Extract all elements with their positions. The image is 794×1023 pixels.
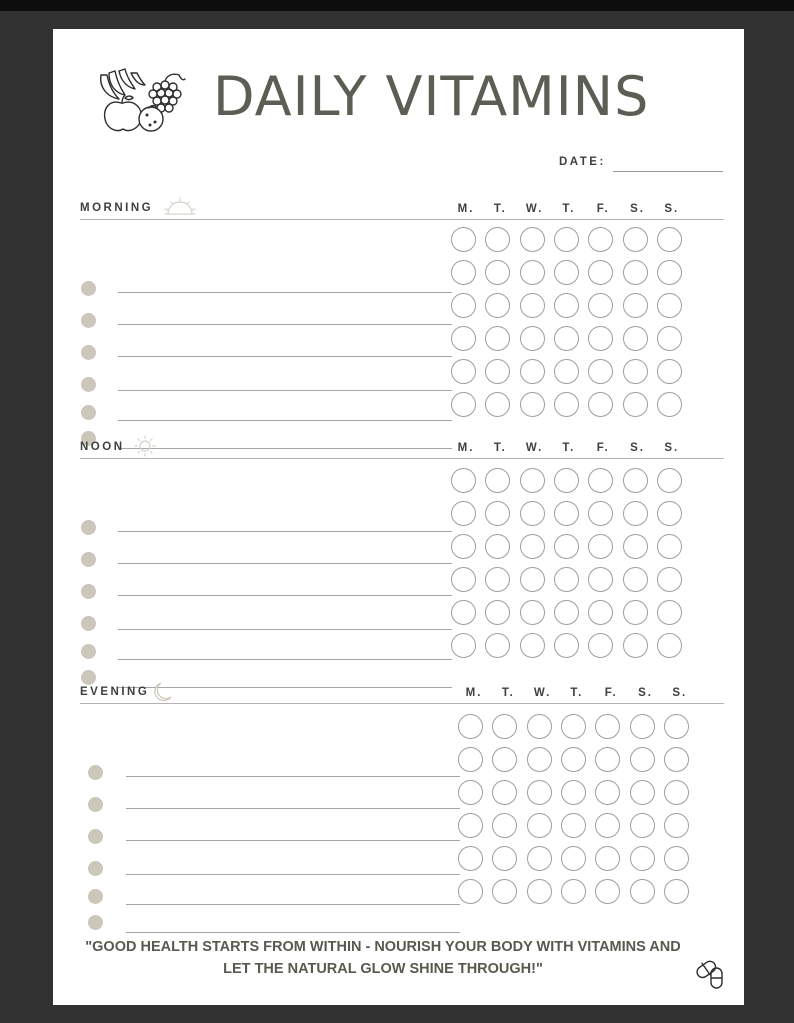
check-circle[interactable]: [451, 534, 476, 559]
vitamin-name-line[interactable]: [118, 356, 452, 357]
row-bullet: [81, 405, 96, 420]
vitamin-name-line[interactable]: [118, 531, 452, 532]
check-circle[interactable]: [657, 326, 682, 351]
row-bullet: [88, 797, 103, 812]
row-bullet: [88, 829, 103, 844]
pill-capsule-icon: [693, 956, 729, 992]
check-circle[interactable]: [664, 780, 689, 805]
check-circle[interactable]: [451, 567, 476, 592]
section-divider: [80, 219, 724, 220]
check-circle[interactable]: [657, 567, 682, 592]
day-header: T.: [562, 442, 576, 454]
row-bullet: [81, 616, 96, 631]
planner-page: [53, 29, 744, 1005]
check-circle[interactable]: [561, 780, 586, 805]
check-circle[interactable]: [623, 633, 648, 658]
check-circle[interactable]: [554, 468, 579, 493]
check-circle[interactable]: [657, 501, 682, 526]
check-circle[interactable]: [561, 846, 586, 871]
section-label: NOON: [80, 441, 125, 453]
check-circle[interactable]: [657, 468, 682, 493]
row-bullet: [81, 584, 96, 599]
day-header: F.: [596, 442, 610, 454]
vitamin-name-line[interactable]: [118, 563, 452, 564]
day-header: S.: [664, 203, 680, 215]
vitamin-name-line[interactable]: [126, 808, 460, 809]
check-circle[interactable]: [664, 879, 689, 904]
check-circle[interactable]: [664, 747, 689, 772]
check-circle[interactable]: [657, 359, 682, 384]
vitamin-name-line[interactable]: [126, 904, 460, 905]
check-circle[interactable]: [520, 359, 545, 384]
section-label: MORNING: [80, 202, 154, 214]
check-circle[interactable]: [527, 813, 552, 838]
vitamin-name-line[interactable]: [126, 840, 460, 841]
check-circle[interactable]: [630, 846, 655, 871]
day-header: S.: [672, 687, 688, 699]
quote-line-2: LET THE NATURAL GLOW SHINE THROUGH!": [223, 961, 543, 977]
section-divider: [80, 458, 724, 459]
check-circle[interactable]: [554, 567, 579, 592]
check-circle[interactable]: [451, 326, 476, 351]
day-header: F.: [596, 203, 610, 215]
check-circle[interactable]: [520, 326, 545, 351]
row-bullet: [81, 644, 96, 659]
check-circle[interactable]: [554, 326, 579, 351]
check-circle[interactable]: [520, 600, 545, 625]
check-circle[interactable]: [520, 534, 545, 559]
check-circle[interactable]: [458, 714, 483, 739]
row-bullet: [81, 552, 96, 567]
check-circle[interactable]: [520, 501, 545, 526]
check-circle[interactable]: [561, 714, 586, 739]
check-circle[interactable]: [527, 879, 552, 904]
row-bullet: [81, 313, 96, 328]
check-circle[interactable]: [561, 879, 586, 904]
vitamin-name-line[interactable]: [126, 932, 460, 933]
check-circle[interactable]: [520, 633, 545, 658]
vitamin-name-line[interactable]: [118, 595, 452, 596]
check-circle[interactable]: [520, 293, 545, 318]
day-header: M.: [457, 203, 475, 215]
day-header: T.: [493, 203, 507, 215]
check-circle[interactable]: [451, 392, 476, 417]
top-bar: [0, 0, 794, 11]
day-header: T.: [562, 203, 576, 215]
check-circle[interactable]: [623, 227, 648, 252]
vitamin-name-line[interactable]: [118, 390, 452, 391]
check-circle[interactable]: [520, 468, 545, 493]
row-bullet: [81, 520, 96, 535]
vitamin-name-line[interactable]: [118, 292, 452, 293]
check-circle[interactable]: [657, 260, 682, 285]
vitamin-name-line[interactable]: [118, 324, 452, 325]
section-divider: [80, 703, 724, 704]
day-header: W.: [525, 442, 544, 454]
day-header: T.: [570, 687, 584, 699]
day-header: T.: [493, 442, 507, 454]
check-circle[interactable]: [664, 846, 689, 871]
check-circle[interactable]: [451, 359, 476, 384]
check-circle[interactable]: [657, 633, 682, 658]
check-circle[interactable]: [630, 813, 655, 838]
check-circle[interactable]: [554, 359, 579, 384]
vitamin-name-line[interactable]: [118, 420, 452, 421]
day-header: S.: [630, 203, 645, 215]
check-circle[interactable]: [458, 879, 483, 904]
check-circle[interactable]: [458, 846, 483, 871]
check-circle[interactable]: [527, 846, 552, 871]
day-header: T.: [501, 687, 515, 699]
row-bullet: [88, 915, 103, 930]
check-circle[interactable]: [623, 567, 648, 592]
day-header: S.: [630, 442, 645, 454]
check-circle[interactable]: [561, 813, 586, 838]
check-circle[interactable]: [623, 359, 648, 384]
check-circle[interactable]: [458, 813, 483, 838]
vitamin-name-line[interactable]: [118, 629, 452, 630]
check-circle[interactable]: [657, 293, 682, 318]
check-circle[interactable]: [554, 260, 579, 285]
date-input-line[interactable]: [613, 171, 723, 172]
check-circle[interactable]: [630, 747, 655, 772]
row-bullet: [81, 345, 96, 360]
day-header: M.: [465, 687, 483, 699]
check-circle[interactable]: [657, 227, 682, 252]
check-circle[interactable]: [630, 780, 655, 805]
row-bullet: [88, 889, 103, 904]
page-title: DAILY VITAMINS: [213, 65, 650, 128]
check-circle[interactable]: [451, 468, 476, 493]
check-circle[interactable]: [623, 501, 648, 526]
check-circle[interactable]: [451, 633, 476, 658]
moon-icon: [151, 680, 185, 702]
day-header: W.: [533, 687, 552, 699]
check-circle[interactable]: [554, 293, 579, 318]
day-header: M.: [457, 442, 475, 454]
quote-line-1: "GOOD HEALTH STARTS FROM WITHIN - NOURISH YOUR BODY WITH VITAMINS AND: [85, 939, 681, 955]
check-circle[interactable]: [458, 747, 483, 772]
check-circle[interactable]: [451, 260, 476, 285]
row-bullet: [81, 377, 96, 392]
check-circle[interactable]: [458, 780, 483, 805]
check-circle[interactable]: [623, 326, 648, 351]
day-header: W.: [525, 203, 544, 215]
check-circle[interactable]: [527, 747, 552, 772]
check-circle[interactable]: [664, 714, 689, 739]
row-bullet: [88, 765, 103, 780]
day-header: S.: [664, 442, 680, 454]
check-circle[interactable]: [451, 227, 476, 252]
check-circle[interactable]: [527, 780, 552, 805]
check-circle[interactable]: [554, 534, 579, 559]
check-circle[interactable]: [554, 227, 579, 252]
row-bullet: [81, 670, 96, 685]
check-circle[interactable]: [451, 293, 476, 318]
check-circle[interactable]: [520, 567, 545, 592]
date-label: DATE:: [559, 156, 606, 168]
check-circle[interactable]: [623, 600, 648, 625]
section-label: EVENING: [80, 686, 150, 698]
fruit-basket-icon: [95, 67, 190, 132]
check-circle[interactable]: [664, 813, 689, 838]
check-circle[interactable]: [554, 392, 579, 417]
check-circle[interactable]: [451, 600, 476, 625]
row-bullet: [88, 861, 103, 876]
vitamin-name-line[interactable]: [126, 874, 460, 875]
check-circle[interactable]: [623, 534, 648, 559]
check-circle[interactable]: [623, 260, 648, 285]
check-circle[interactable]: [630, 879, 655, 904]
check-circle[interactable]: [561, 747, 586, 772]
sun-icon: [133, 435, 167, 457]
check-circle[interactable]: [657, 392, 682, 417]
check-circle[interactable]: [520, 260, 545, 285]
check-circle[interactable]: [451, 501, 476, 526]
row-bullet: [81, 281, 96, 296]
check-circle[interactable]: [623, 392, 648, 417]
day-header: S.: [638, 687, 653, 699]
day-header: F.: [604, 687, 618, 699]
check-circle[interactable]: [554, 501, 579, 526]
check-circle[interactable]: [657, 600, 682, 625]
check-circle[interactable]: [520, 392, 545, 417]
check-circle[interactable]: [623, 468, 648, 493]
check-circle[interactable]: [527, 714, 552, 739]
quote: [73, 936, 693, 980]
check-circle[interactable]: [554, 600, 579, 625]
sunrise-icon: [163, 196, 197, 218]
check-circle[interactable]: [630, 714, 655, 739]
check-circle[interactable]: [554, 633, 579, 658]
vitamin-name-line[interactable]: [126, 776, 460, 777]
check-circle[interactable]: [623, 293, 648, 318]
vitamin-name-line[interactable]: [118, 659, 452, 660]
check-circle[interactable]: [520, 227, 545, 252]
check-circle[interactable]: [657, 534, 682, 559]
